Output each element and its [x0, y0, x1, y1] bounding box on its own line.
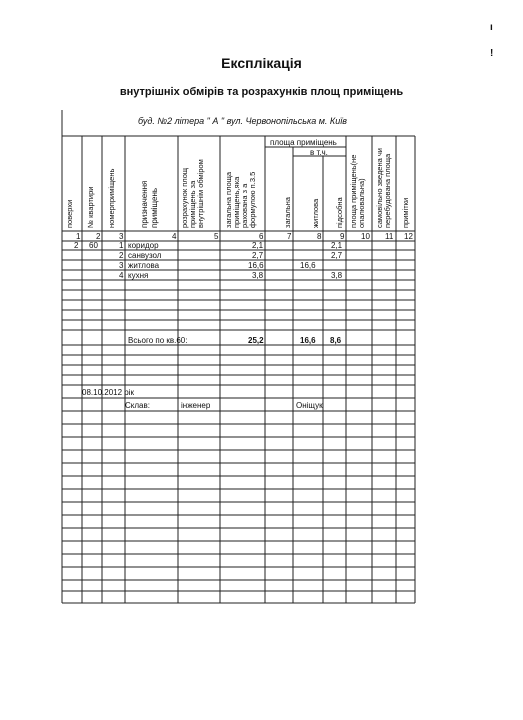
- compiler-name: Оніщук: [296, 401, 323, 410]
- col-number: 2: [96, 232, 101, 241]
- header-total-area: загальна площа приміщень,яка рахована з а формулою п.3.5: [224, 171, 257, 228]
- table-cell-aux: 3,8: [331, 271, 343, 280]
- table-cell-apartment: 60: [89, 241, 98, 250]
- table-cell-purpose: кухня: [128, 271, 149, 280]
- col-number: 10: [361, 232, 370, 241]
- table-cell-room: 3: [119, 261, 124, 270]
- col-number: 6: [259, 232, 264, 241]
- table-cell-total: 2,1: [252, 241, 264, 250]
- building-address: буд. №2 літера " А " вул. Червонопільська м. Київ: [138, 116, 347, 126]
- col-number: 12: [404, 232, 413, 241]
- col-number: 7: [287, 232, 292, 241]
- summary-label: Всього по кв.60:: [128, 336, 188, 345]
- col-number: 4: [172, 232, 177, 241]
- table-cell-room: 1: [119, 241, 124, 250]
- table-cell-aux: 2,1: [331, 241, 343, 250]
- col-number: 3: [119, 232, 124, 241]
- table-cell-purpose: коридор: [128, 241, 159, 250]
- header-unheated-area: площа приміщень(не опалювальна): [349, 154, 366, 228]
- header-unauthorized-area: самовільно зведена чи перебудована площа: [375, 148, 392, 228]
- document-title: Експлікація: [221, 55, 302, 71]
- table-cell-floor: 2: [74, 241, 79, 250]
- table-cell-total: 16,6: [248, 261, 264, 270]
- table-cell-living: 16,6: [300, 261, 316, 270]
- table-cell-purpose: житлова: [128, 261, 160, 270]
- table-cell-total: 3,8: [252, 271, 264, 280]
- compiler-role: інженер: [181, 401, 211, 410]
- header-room-number: номерприміщень: [107, 168, 116, 228]
- header-notes: примітки: [401, 197, 410, 228]
- header-room-purpose: призначення приміщень: [140, 180, 159, 228]
- document-subtitle: внутрішніх обмірів та розрахунків площ приміщень: [119, 86, 404, 98]
- header-floors: поверхи: [65, 199, 74, 228]
- scan-mark: !: [490, 48, 494, 59]
- document-date: 08.10.2012 рік: [82, 388, 134, 397]
- col-number: 5: [214, 232, 219, 241]
- scan-mark: ı: [490, 22, 493, 33]
- table-cell-room: 2: [119, 251, 124, 260]
- col-number: 9: [340, 232, 345, 241]
- col-number: 1: [76, 232, 81, 241]
- table-cell-purpose: санвузол: [128, 251, 162, 260]
- col-number: 8: [317, 232, 322, 241]
- header-calculation: розрахунок площ приміщень за внутрішнім обміром: [180, 159, 205, 228]
- header-living: житлова: [311, 198, 320, 228]
- table-cell-room: 4: [119, 271, 124, 280]
- header-general: загальна: [283, 197, 292, 228]
- summary-living: 16,6: [300, 336, 316, 345]
- header-including: в т.ч.: [310, 148, 328, 157]
- header-area-group: площа приміщень: [270, 138, 337, 147]
- header-auxiliary: підсобна: [335, 197, 344, 228]
- table-cell-total: 2,7: [252, 251, 264, 260]
- header-apartment-number: № квартири: [86, 186, 95, 228]
- table-cell-aux: 2,7: [331, 251, 343, 260]
- compiled-by-label: Склав:: [125, 401, 150, 410]
- summary-total: 25,2: [248, 336, 264, 345]
- col-number: 11: [385, 232, 394, 241]
- summary-aux: 8,6: [330, 336, 342, 345]
